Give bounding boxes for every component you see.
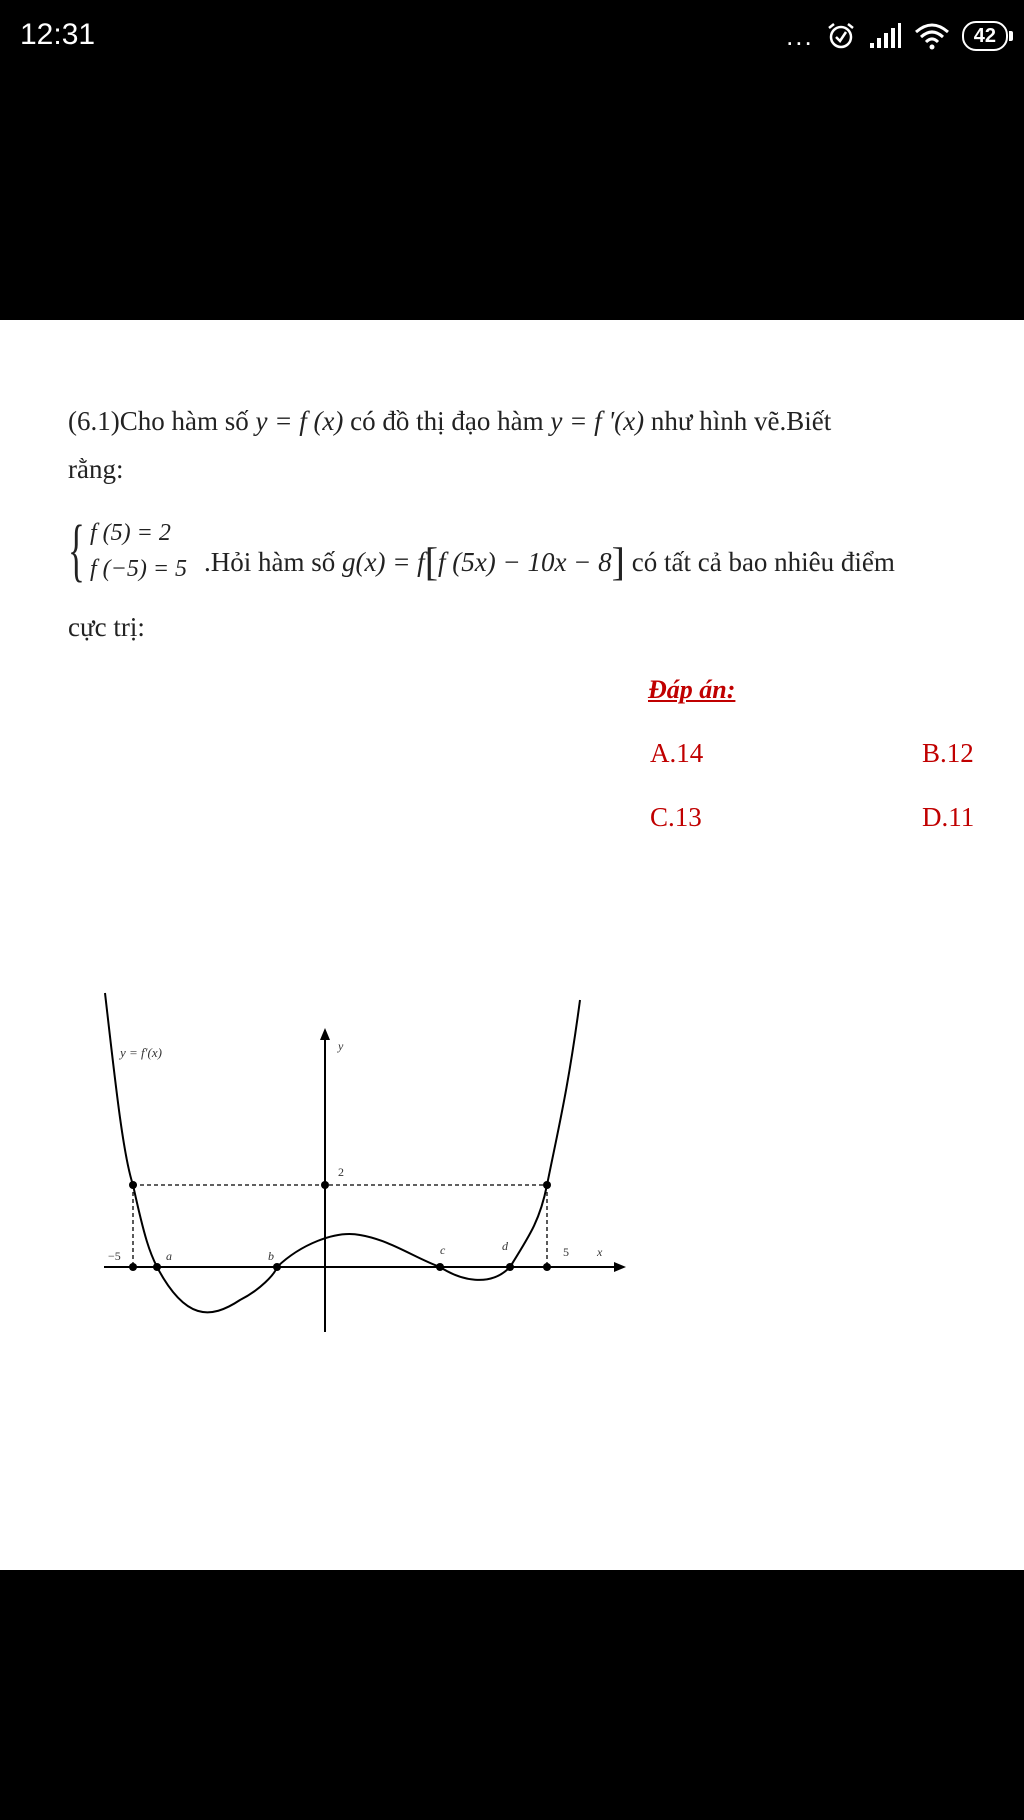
option-d[interactable]: D.11 bbox=[922, 802, 975, 832]
root-label-c: c bbox=[440, 1243, 446, 1257]
problem-text: có đồ thị đạo hàm bbox=[350, 406, 544, 436]
answers-title: Đáp án: bbox=[648, 675, 736, 704]
point-neg5 bbox=[129, 1263, 137, 1271]
point-y-2 bbox=[321, 1181, 329, 1189]
status-bar bbox=[0, 0, 1024, 72]
problem-text: như hình vẽ.Biết bbox=[650, 406, 832, 436]
option-a[interactable]: A.14 bbox=[650, 738, 704, 768]
problem-line-1 bbox=[68, 406, 831, 437]
brace-icon: { bbox=[68, 512, 85, 589]
curve-label: y = f′(x) bbox=[120, 1045, 162, 1060]
document-page bbox=[0, 320, 1024, 1570]
level-label: 2 bbox=[338, 1165, 344, 1179]
problem-line-4: cực trị: bbox=[68, 612, 145, 642]
root-label-b: b bbox=[268, 1249, 274, 1263]
option-b[interactable]: B.12 bbox=[922, 738, 974, 768]
math-g-function: g(x) = f bbox=[342, 547, 425, 577]
bottom-bar bbox=[0, 1570, 1024, 1820]
status-icons bbox=[786, 18, 1008, 54]
point-root-d bbox=[506, 1263, 514, 1271]
problem-text: .Hỏi hàm số bbox=[204, 547, 336, 577]
y-axis-arrow-icon bbox=[320, 1028, 330, 1040]
math-function: y = f (x) bbox=[255, 406, 344, 436]
point-root-c bbox=[436, 1263, 444, 1271]
wifi-icon bbox=[914, 22, 950, 50]
point-pos5 bbox=[543, 1263, 551, 1271]
option-c[interactable]: C.13 bbox=[650, 802, 702, 832]
point-neg5-level bbox=[129, 1181, 137, 1189]
problem-line-3 bbox=[204, 538, 895, 585]
problem-line-2: rằng: bbox=[68, 454, 124, 484]
left-bracket-icon: [ bbox=[424, 539, 439, 584]
more-notifications-icon: ... bbox=[786, 21, 814, 51]
root-label-a: a bbox=[166, 1249, 172, 1263]
problem-text: có tất cả bao nhiêu điểm bbox=[631, 547, 895, 577]
battery-icon: 42 bbox=[962, 21, 1008, 51]
math-derivative: y = f '(x) bbox=[550, 406, 645, 436]
x-axis-label: x bbox=[597, 1245, 603, 1259]
problem-text: (6.1)Cho hàm số bbox=[68, 406, 249, 436]
system-eq-1: f (5) = 2 bbox=[90, 520, 171, 546]
signal-icon bbox=[868, 23, 902, 49]
derivative-graph bbox=[100, 660, 630, 1340]
status-time: 12:31 bbox=[20, 18, 96, 51]
x-axis-arrow-icon bbox=[614, 1262, 626, 1272]
point-root-b bbox=[273, 1263, 281, 1271]
math-inner-function: f (5x) − 10x − 8 bbox=[438, 547, 612, 577]
right-bracket-icon: ] bbox=[611, 539, 625, 584]
tick-neg5-label: −5 bbox=[108, 1249, 121, 1263]
system-eq-2: f (−5) = 5 bbox=[90, 556, 188, 582]
point-root-a bbox=[153, 1263, 161, 1271]
y-axis-label: y bbox=[338, 1039, 344, 1053]
point-5-level bbox=[543, 1181, 551, 1189]
alarm-icon bbox=[826, 21, 856, 51]
root-label-d: d bbox=[502, 1239, 508, 1253]
tick-pos5-label: 5 bbox=[563, 1245, 569, 1259]
